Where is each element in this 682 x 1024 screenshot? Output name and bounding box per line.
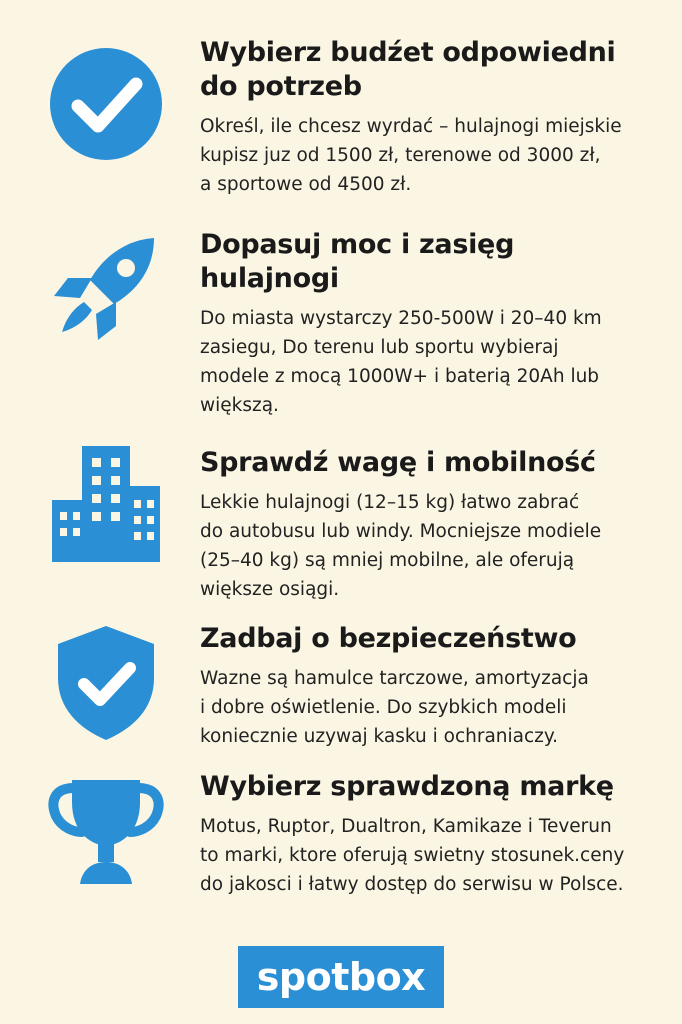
tip-body — [200, 488, 664, 604]
tip-body — [200, 112, 664, 199]
buildings-icon — [46, 444, 166, 564]
rocket-icon — [46, 228, 166, 348]
tip-title — [200, 770, 664, 804]
title-line: Wybierz budźet odpowiedni — [200, 37, 616, 68]
body-line: modele z mocą 1000W+ i baterią 20Ah lub — [200, 366, 600, 387]
body-line: to marki, ktore oferują swietny stosunek.ceny — [200, 845, 625, 866]
body-line: Określ, ile chcesz wyrdać – hulajnogi miejskie — [200, 116, 622, 137]
title-line: do potrzeb — [200, 71, 362, 102]
body-line: większe osiągi. — [200, 579, 340, 600]
body-line: zasiegu, Do terenu lub sportu wybieraj — [200, 337, 559, 358]
title-line: Dopasuj moc i zasięg — [200, 229, 515, 260]
body-line: Motus, Ruptor, Dualtron, Kamikaze i Teverun — [200, 816, 612, 837]
body-line: (25–40 kg) są mniej mobilne, ale oferują — [200, 550, 575, 571]
body-line: Lekkie hulajnogi (12–15 kg) łatwo zabrać — [200, 492, 580, 513]
checkmark-circle-icon — [46, 44, 166, 164]
body-line: Wazne są hamulce tarczowe, amortyzacja — [200, 668, 589, 689]
tip-body — [200, 812, 664, 899]
tip-body — [200, 304, 664, 420]
body-line: kupisz juz od 1500 zł, terenowe od 3000 zł, — [200, 145, 601, 166]
body-line: a sportowe od 4500 zł. — [200, 174, 412, 195]
tip-title — [200, 228, 664, 296]
tip-title — [200, 622, 664, 656]
title-line: Sprawdź wagę i mobilność — [200, 447, 596, 478]
body-line: większą. — [200, 395, 279, 416]
body-line: do autobusu lub windy. Mocniejsze modiele — [200, 521, 602, 542]
tip-title — [200, 446, 664, 480]
trophy-icon — [46, 772, 166, 892]
tip-body — [200, 664, 664, 751]
body-line: Do miasta wystarczy 250-500W i 20–40 km — [200, 308, 602, 329]
body-line: i dobre oświetlenie. Do szybkich modeli — [200, 697, 567, 718]
shield-check-icon — [46, 622, 166, 742]
body-line: do jakosci i łatwy dostęp do serwisu w Polsce. — [200, 874, 624, 895]
title-line: Wybierz sprawdzoną markę — [200, 771, 614, 802]
spotbox-logo: spotbox — [238, 946, 444, 1008]
title-line: Zadbaj o bezpieczeństwo — [200, 623, 577, 654]
body-line: koniecznie uzywaj kasku i ochraniaczy. — [200, 726, 559, 747]
tip-title — [200, 36, 664, 104]
title-line: hulajnogi — [200, 263, 339, 294]
